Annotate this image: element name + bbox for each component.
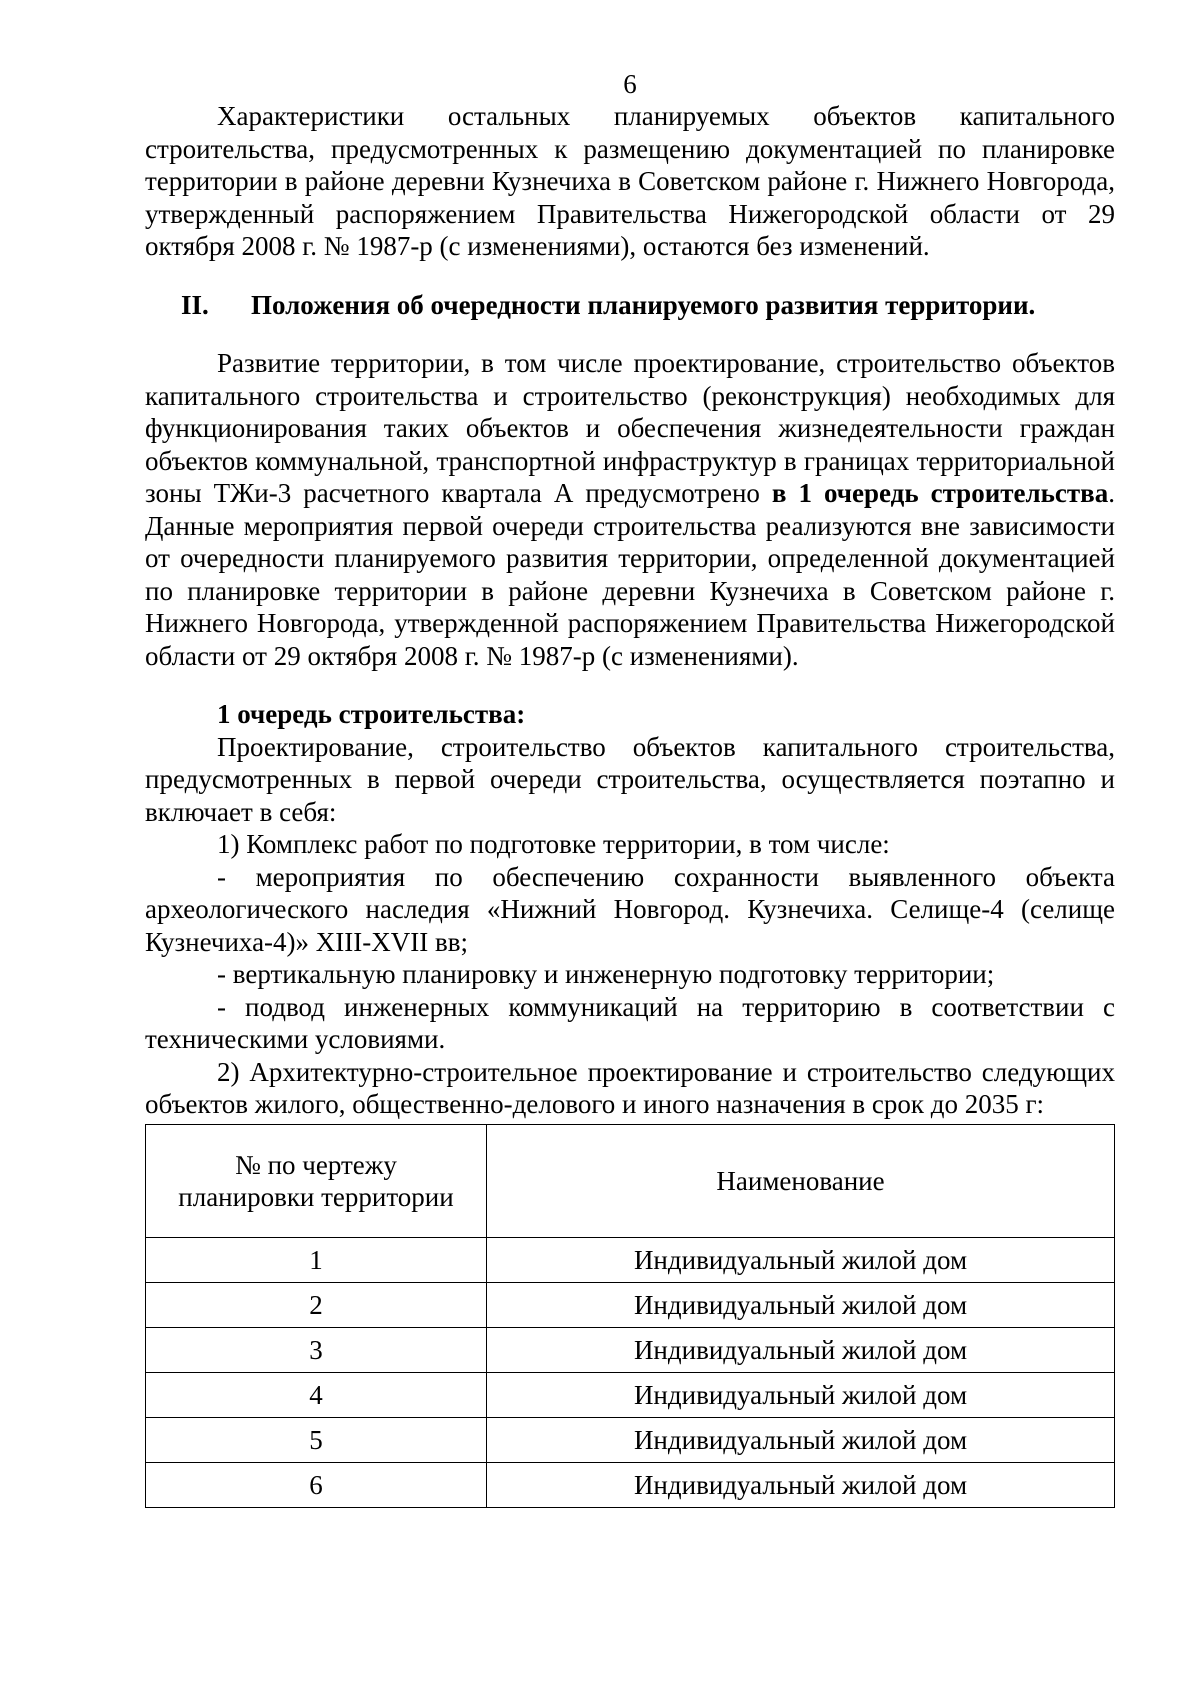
document-page [145,68,1115,1508]
table-cell-num: 4 [146,1372,487,1417]
stage1-item2: 2) Архитектурно-строительное проектирование и строительство следующих объектов жилого, общественно-делового и иного назначения в срок до 2035 г: [145,1056,1115,1119]
table-cell-name: Индивидуальный жилой дом [487,1462,1115,1507]
development-text-before: Развитие территории, в том числе проектирование, строительство объектов капитального строительства и строительство (реконструкция) необходимых для функционирования таких объектов и обеспечения жизнедеятельности граждан объектов коммунальной, транспортной инфраструктур в границах территориальной зоны ТЖи-3 расчетного квартала А предусмотрено [145,348,1115,508]
table-cell-name: Индивидуальный жилой дом [487,1282,1115,1327]
intro-paragraph: Характеристики остальных планируемых объектов капитального строительства, предусмотренных к размещению документацией по планировке территории в районе деревни Кузнечиха в Советском районе г. Нижнего Новгорода, утвержденный распоряжением Правительства Нижегородской области от 29 октября 2008 г. № 1987-р (с изменениями), остаются без изменений. [145,101,1115,261]
table-header-num: № по чертежу планировки территории [146,1124,487,1237]
stage1-intro: Проектирование, строительство объектов капитального строительства, предусмотренных в первой очереди строительства, осуществляется поэтапно и включает в себя: [145,731,1115,827]
table-cell-num: 2 [146,1282,487,1327]
table-cell-num: 5 [146,1417,487,1462]
table-header-name: Наименование [487,1124,1115,1237]
section-title: Положения об очередности планируемого развития территории. [251,289,1036,320]
development-text-bold: в 1 очередь строительства [771,478,1109,508]
stage1-heading: 1 очередь строительства: [217,699,526,729]
section-number: II. [181,289,209,320]
table-cell-num: 6 [146,1462,487,1507]
table-cell-num: 3 [146,1327,487,1372]
table-cell-name: Индивидуальный жилой дом [487,1417,1115,1462]
stage1-bullet1: - мероприятия по обеспечению сохранности выявленного объекта археологического наследия «Нижний Новгород. Кузнечиха. Селище-4 (селище Кузнечиха-4)» XIII-XVII вв; [145,861,1115,957]
stage1-bullet2: - вертикальную планировку и инженерную подготовку территории; [217,959,995,989]
table-cell-name: Индивидуальный жилой дом [487,1372,1115,1417]
section-heading [145,289,1115,322]
table-row [146,1237,1115,1282]
development-text-after: . Данные мероприятия первой очереди строительства реализуются вне зависимости от очередности планируемого развития территории, определенной документацией по планировке территории в районе деревни Кузнечиха в Советском районе г. Нижнего Новгорода, утвержденной распоряжением Правительства Нижегородской области от 29 октября 2008 г. № 1987-р (с изменениями). [145,478,1115,671]
table-row [146,1462,1115,1507]
table-cell-name: Индивидуальный жилой дом [487,1237,1115,1282]
table-cell-name: Индивидуальный жилой дом [487,1327,1115,1372]
development-paragraph [145,347,1115,672]
stage1-bullet3: - подвод инженерных коммуникаций на территорию в соответствии с техническими условиями. [145,991,1115,1054]
table-row [146,1372,1115,1417]
table-row [146,1282,1115,1327]
page-number: 6 [623,69,637,99]
table-row [146,1327,1115,1372]
table-cell-num: 1 [146,1237,487,1282]
table-header-row [146,1124,1115,1237]
objects-table [145,1124,1115,1508]
stage1-item1: 1) Комплекс работ по подготовке территории, в том числе: [217,829,890,859]
table-row [146,1417,1115,1462]
